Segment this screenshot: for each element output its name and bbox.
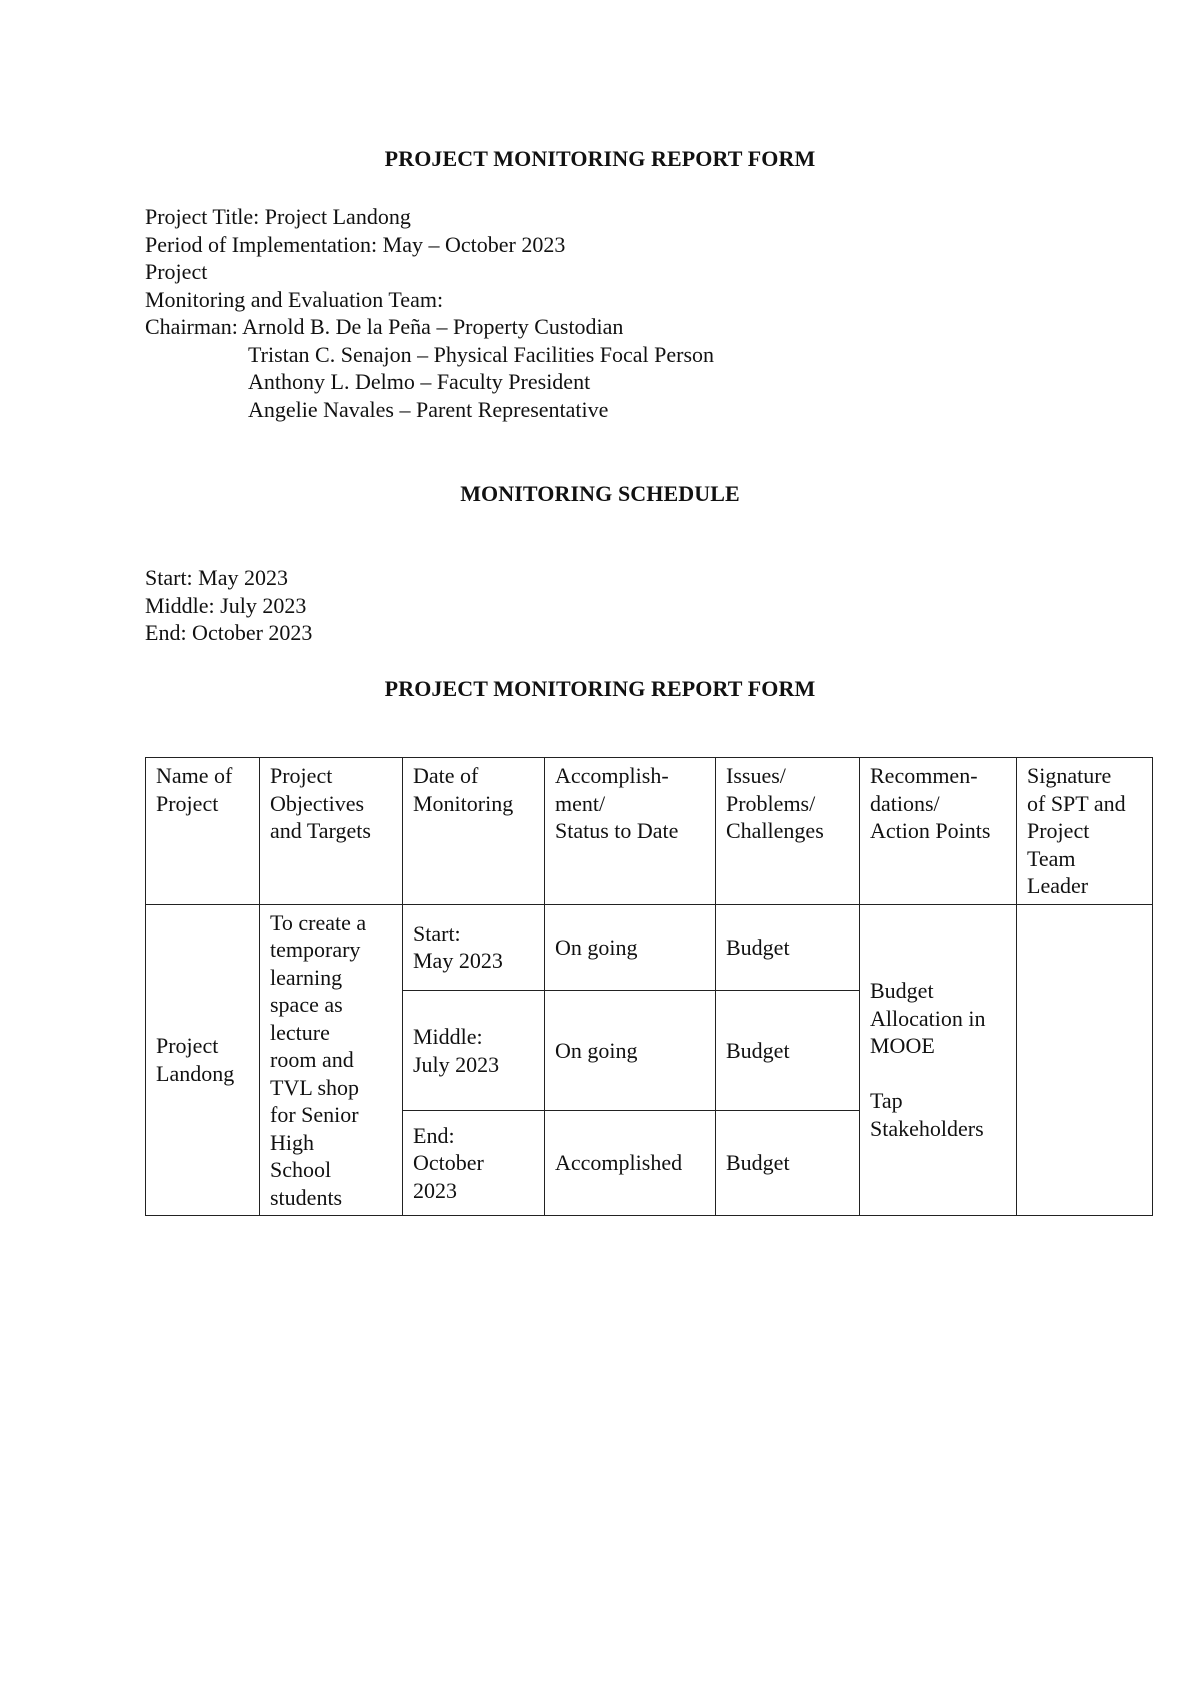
header-accomplishment: Accomplish- ment/ Status to Date (545, 758, 716, 905)
status-cell: On going (545, 904, 716, 991)
header-objectives: Project Objectives and Targets (260, 758, 403, 905)
issue-cell: Budget (716, 991, 860, 1111)
schedule-middle: Middle: July 2023 (145, 592, 307, 618)
project-info (145, 203, 714, 423)
table-row (146, 904, 1153, 991)
report-form-heading: PROJECT MONITORING REPORT FORM (384, 676, 816, 701)
team-member-line: Tristan C. Senajon – Physical Facilities Focal Person (248, 341, 715, 367)
monitoring-report-table (145, 757, 1153, 1216)
recommendation-cell: Budget Allocation in MOOE Tap Stakeholders (860, 904, 1017, 1216)
table-header-row (146, 758, 1153, 905)
monitoring-schedule (145, 564, 312, 647)
issue-cell: Budget (716, 904, 860, 991)
monitoring-date-cell: Middle: July 2023 (403, 991, 545, 1111)
page-title: PROJECT MONITORING REPORT FORM (384, 146, 816, 171)
team-label-line: Monitoring and Evaluation Team: (145, 286, 444, 312)
signature-cell (1017, 904, 1153, 1216)
schedule-end: End: October 2023 (145, 620, 313, 645)
status-cell: Accomplished (545, 1111, 716, 1216)
implementation-period-line: Period of Implementation: May – October 2023 (145, 231, 566, 257)
team-member-line: Anthony L. Delmo – Faculty President (248, 369, 591, 394)
chairman-line: Chairman: Arnold B. De la Peña – Property Custodian (145, 314, 624, 339)
header-name-of-project: Name of Project (146, 758, 260, 905)
header-signature: Signature of SPT and Project Team Leader (1017, 758, 1153, 905)
monitoring-date-cell: Start: May 2023 (403, 904, 545, 991)
header-date-of-monitoring: Date of Monitoring (403, 758, 545, 905)
team-member-line: Angelie Navales – Parent Representative (248, 396, 609, 422)
header-recommendations: Recommen- dations/ Action Points (860, 758, 1017, 905)
project-label-line: Project (145, 259, 208, 284)
objective-cell: To create a temporary learning space as lecture room and TVL shop for Senior High School students (260, 904, 403, 1216)
schedule-heading: MONITORING SCHEDULE (460, 481, 740, 506)
status-cell: On going (545, 991, 716, 1111)
project-name-cell: Project Landong (146, 904, 260, 1216)
header-issues: Issues/ Problems/ Challenges (716, 758, 860, 905)
monitoring-date-cell: End: October 2023 (403, 1111, 545, 1216)
project-title-line: Project Title: Project Landong (145, 204, 411, 229)
issue-cell: Budget (716, 1111, 860, 1216)
schedule-start: Start: May 2023 (145, 565, 288, 590)
